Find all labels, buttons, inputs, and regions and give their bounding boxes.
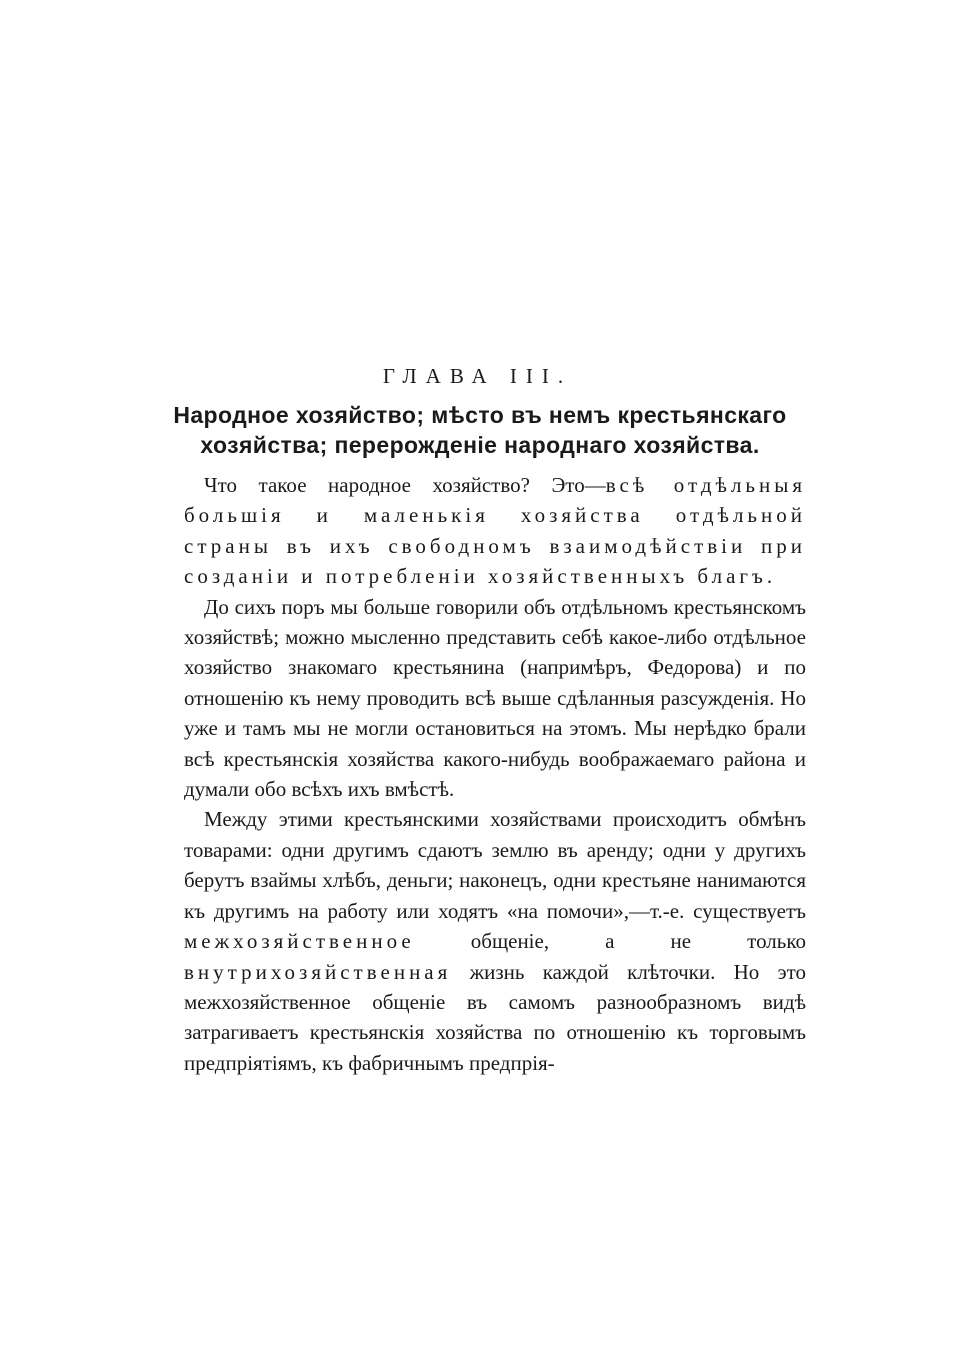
paragraph-1	[184, 470, 806, 592]
paragraph-1-spaced: всѣ отдѣльныя большія и маленькія хозяйства отдѣльной страны въ ихъ свободномъ взаимодѣйствіи при созданіи и потребленіи хозяйственныхъ благъ.	[184, 473, 807, 589]
paragraph-3-part3: жизнь каждой клѣточки. Но это межхозяйственное общеніе въ самомъ разнообразномъ видѣ затрагиваетъ крестьянскія хозяйства по отношенію къ торговымъ предпріятіямъ, къ фабричнымъ предпрія-	[184, 959, 806, 1075]
paragraph-2: До сихъ поръ мы больше говорили объ отдѣльномъ крестьянскомъ хозяйствѣ; можно мысленно представить себѣ какое-либо отдѣльное хозяйство знакомаго крестьянина (напримѣръ, Федорова) и по отношенію къ нему проводить всѣ выше сдѣланныя разсужденія. Но уже и тамъ мы не могли остановиться на этомъ. Мы нерѣдко брали всѣ крестьянскія хозяйства какого-нибудь воображаемаго района и думали обо всѣхъ ихъ вмѣстѣ.	[184, 594, 806, 802]
chapter-title: Народное хозяйство; мѣсто въ немъ крестьянскаго хозяйства; перерожденіе народнаго хозяйства.	[173, 402, 787, 458]
paragraph-3	[184, 804, 806, 1078]
paragraph-3-part1: Между этими крестьянскими хозяйствами происходитъ обмѣнъ товарами: одни другимъ сдаютъ землю въ аренду; одни у другихъ берутъ взаймы хлѣбъ, деньги; наконецъ, одни крестьяне нанимаются къ другимъ на работу или ходятъ «на помочи»,—т.-е. существуетъ	[184, 807, 806, 923]
body-text	[184, 470, 806, 1078]
chapter-heading: ГЛАВА III.	[382, 364, 573, 388]
paragraph-3-spaced2: внутрихозяйственная	[184, 959, 452, 984]
paragraph-3-spaced1: межхозяйственное	[184, 929, 415, 954]
paragraph-1-lead: Что такое народное хозяйство? Это—	[204, 473, 606, 497]
paragraph-3-part2: общеніе, а не только	[414, 929, 806, 954]
